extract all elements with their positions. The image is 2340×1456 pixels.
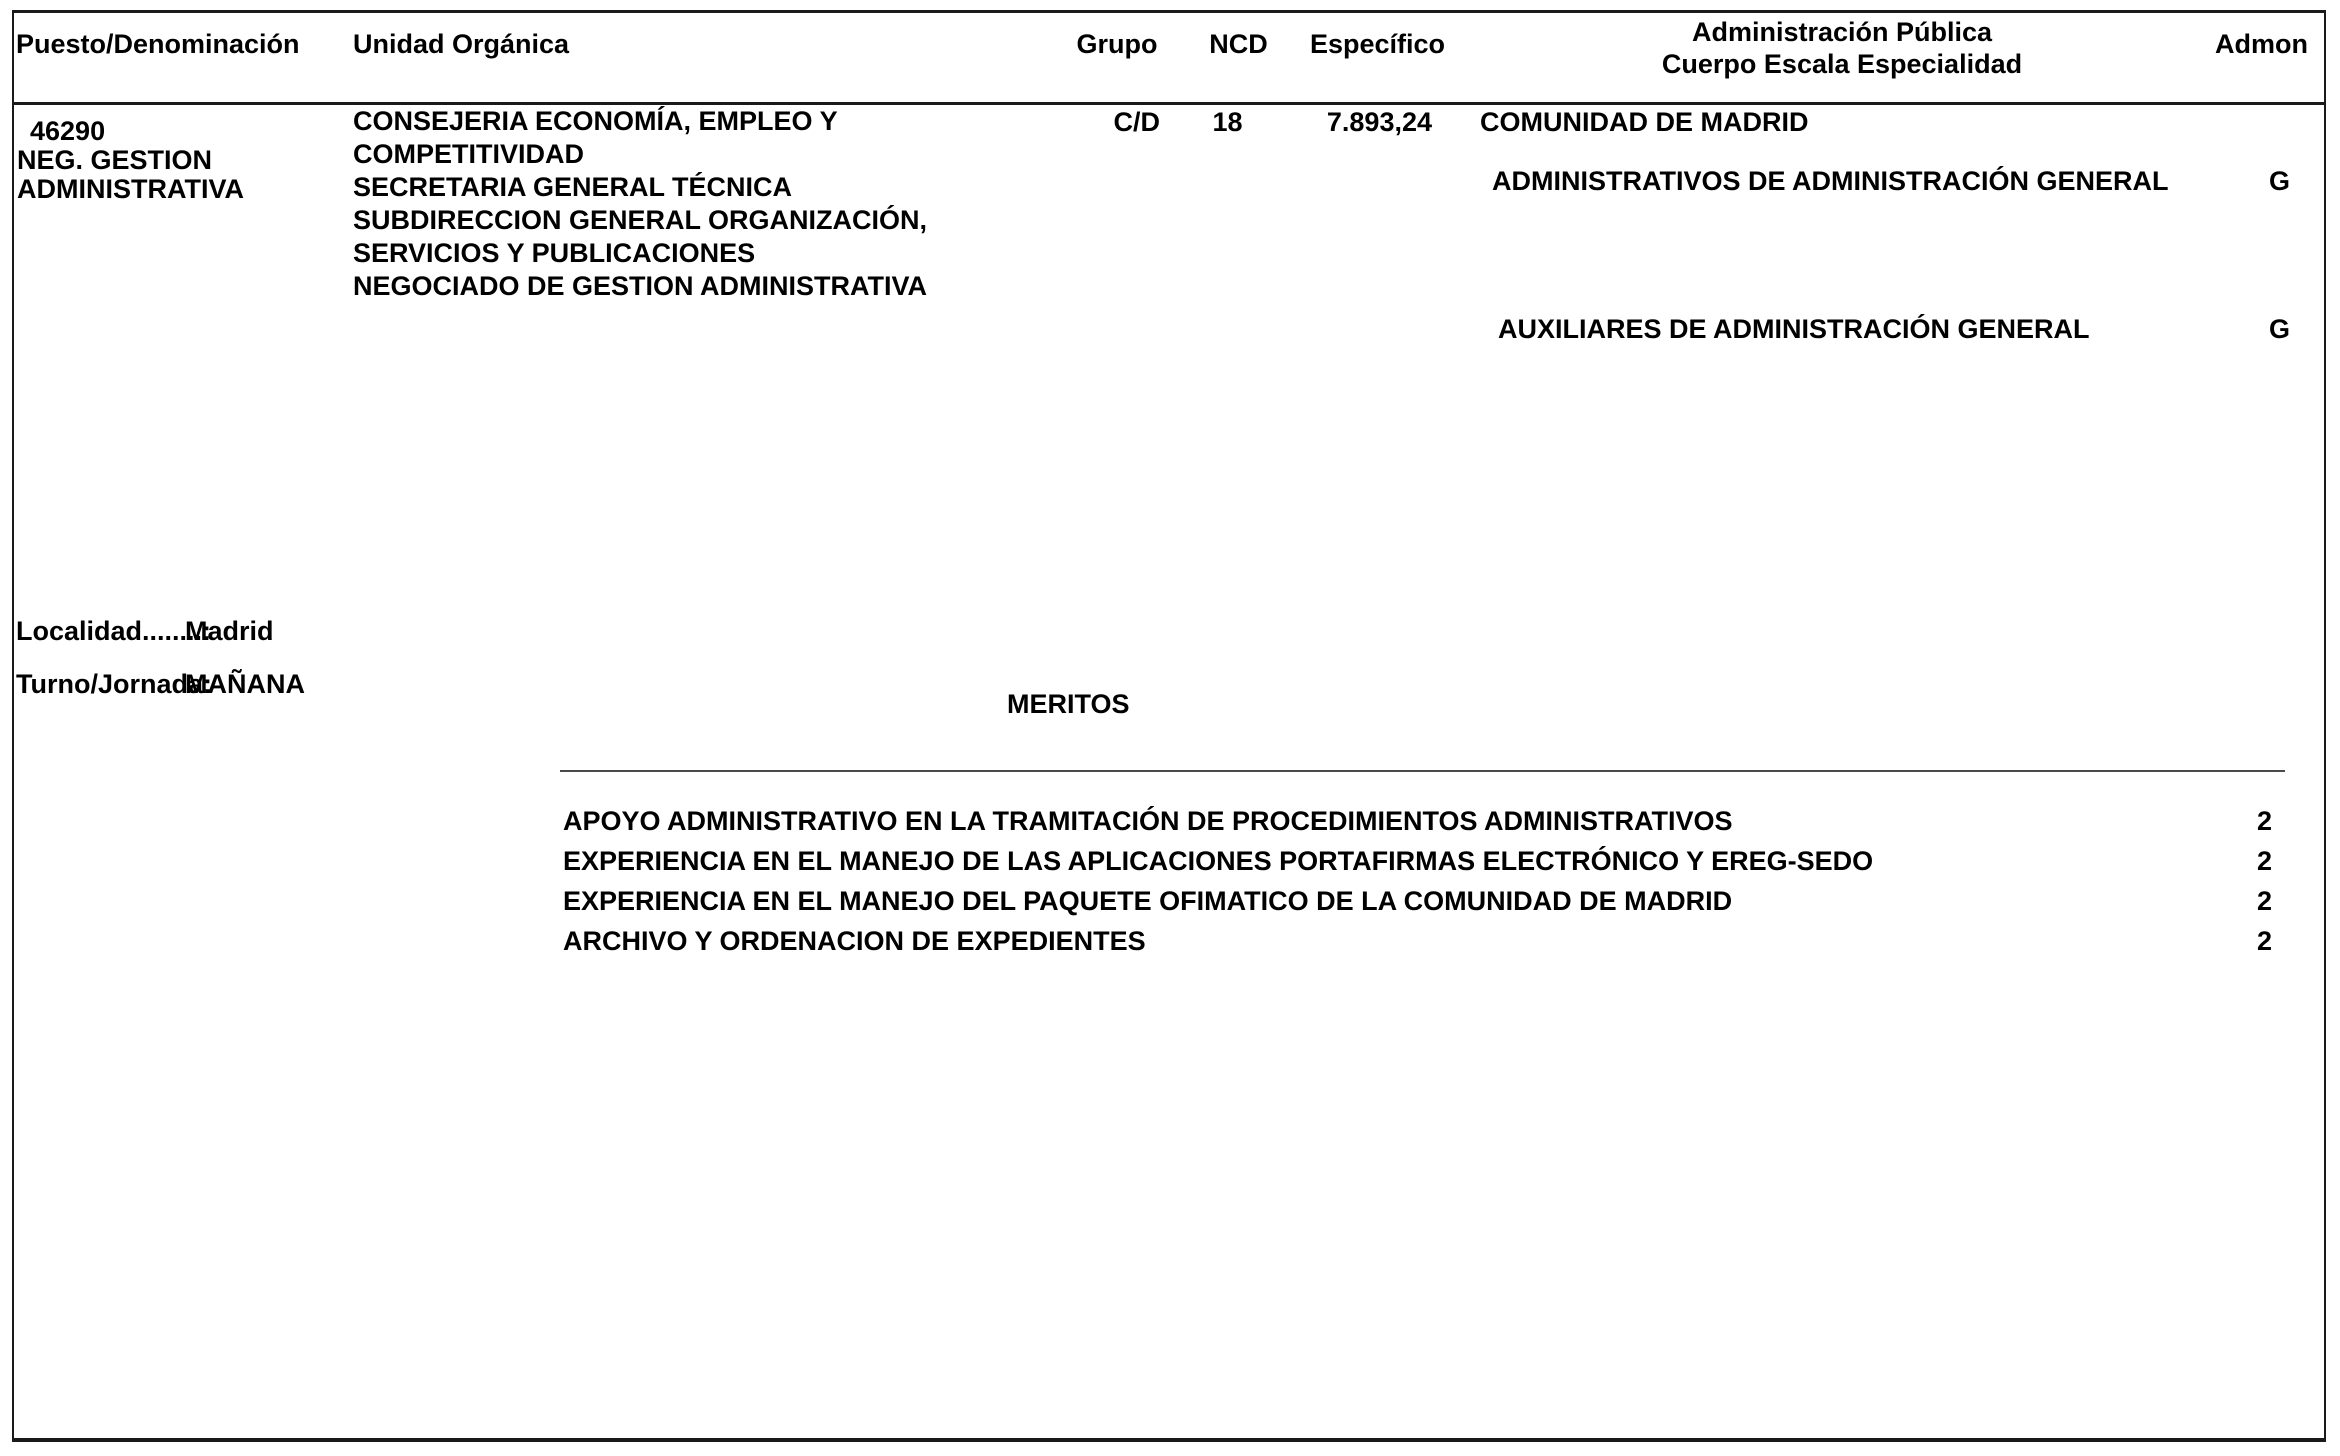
unidad-organica-line4: SUBDIRECCION GENERAL ORGANIZACIÓN,	[353, 205, 928, 235]
puesto-cell	[17, 117, 244, 204]
merit-text: ARCHIVO Y ORDENACION DE EXPEDIENTES	[563, 926, 1146, 956]
merit-row	[563, 807, 2272, 835]
merit-text: APOYO ADMINISTRATIVO EN LA TRAMITACIÓN DE PROCEDIMIENTOS ADMINISTRATIVOS	[563, 806, 1733, 836]
unidad-organica-line1: CONSEJERIA ECONOMÍA, EMPLEO Y	[353, 106, 838, 136]
column-header-ncd: NCD	[1209, 29, 1268, 59]
administracion-publica-value: COMUNIDAD DE MADRID	[1480, 107, 1809, 137]
meritos-title: MERITOS	[1007, 689, 1130, 719]
column-header-especifico: Específico	[1309, 29, 1446, 59]
merit-value: 2	[2256, 926, 2272, 956]
merit-value: 2	[2256, 886, 2272, 916]
column-header-administracion-publica	[1592, 16, 2092, 80]
merit-value: 2	[2256, 806, 2272, 836]
unidad-organica-line5: SERVICIOS Y PUBLICACIONES	[353, 238, 756, 268]
merit-text: EXPERIENCIA EN EL MANEJO DEL PAQUETE OFIMATICO DE LA COMUNIDAD DE MADRID	[563, 886, 1733, 916]
unidad-organica-line3: SECRETARIA GENERAL TÉCNICA	[353, 172, 793, 202]
merit-row	[563, 847, 2272, 875]
especifico-value: 7.893,24	[1326, 107, 1432, 137]
column-header-administracion-publica-line1: Administración Pública	[1691, 17, 1993, 47]
puesto-denominacion-line1: NEG. GESTION	[17, 145, 213, 175]
meritos-divider-line	[560, 770, 2285, 772]
column-header-admon: Admon	[2215, 29, 2308, 59]
grupo-value: C/D	[1113, 107, 1160, 137]
merit-value: 2	[2256, 846, 2272, 876]
merit-row	[563, 887, 2272, 915]
column-header-puesto: Puesto/Denominación	[16, 29, 300, 59]
cuerpo-2-admon: G	[2268, 314, 2290, 344]
puesto-denominacion-line2: ADMINISTRATIVA	[17, 174, 244, 204]
cuerpo-2-nombre: AUXILIARES DE ADMINISTRACIÓN GENERAL	[1498, 314, 2090, 344]
column-header-cuerpo-escala-especialidad: Cuerpo Escala Especialidad	[1661, 49, 2023, 79]
merit-text: EXPERIENCIA EN EL MANEJO DE LAS APLICACIONES PORTAFIRMAS ELECTRÓNICO Y EREG-SEDO	[563, 846, 1874, 876]
localidad-label: Localidad........:	[16, 616, 212, 646]
merit-row	[563, 927, 2272, 955]
puesto-codigo: 46290	[30, 116, 106, 146]
ncd-value: 18	[1212, 107, 1243, 137]
turno-jornada-label: Turno/Jornada:	[16, 669, 213, 699]
column-header-unidad-organica: Unidad Orgánica	[353, 29, 570, 59]
unidad-organica-cell	[353, 105, 927, 303]
localidad-value: Madrid	[185, 616, 274, 646]
unidad-organica-line2: COMPETITIVIDAD	[353, 139, 585, 169]
turno-jornada-value: MAÑANA	[185, 669, 305, 699]
cuerpo-1-nombre: ADMINISTRATIVOS DE ADMINISTRACIÓN GENERAL	[1492, 166, 2169, 196]
cuerpo-1-admon: G	[2268, 166, 2290, 196]
column-header-grupo: Grupo	[1076, 29, 1158, 59]
unidad-organica-line6: NEGOCIADO DE GESTION ADMINISTRATIVA	[353, 271, 928, 301]
